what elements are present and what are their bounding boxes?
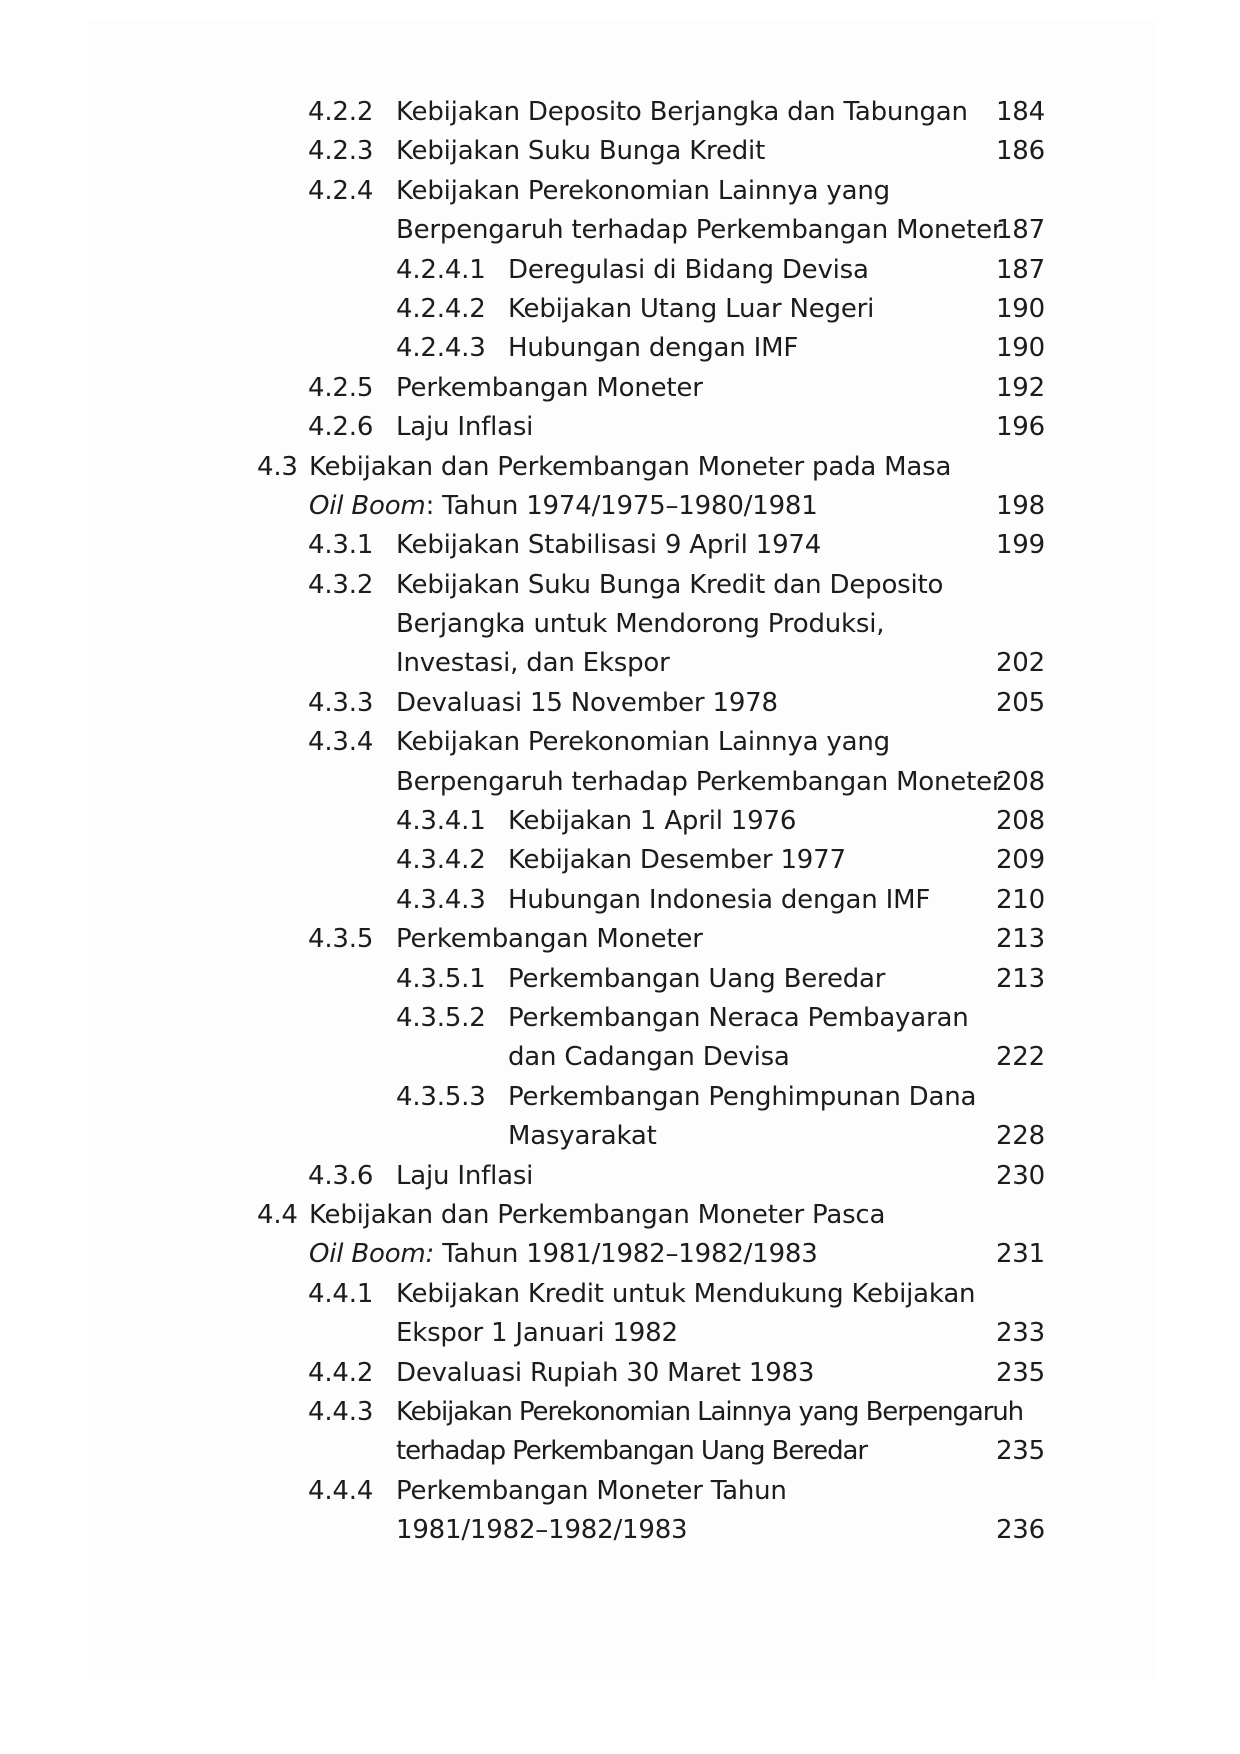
- toc-number: 4.3.5: [308, 924, 374, 955]
- toc-title-line: Perkembangan Neraca Pembayaran: [508, 1002, 969, 1033]
- toc-entry-4-3-2-cont[interactable]: [0, 605, 1240, 644]
- toc-title-line: Kebijakan Perekonomian Lainnya yang: [396, 727, 890, 758]
- toc-page-number: 213: [995, 924, 1045, 955]
- toc-page-number: 210: [995, 884, 1045, 915]
- toc-page-number: 187: [995, 254, 1045, 285]
- toc-title: Kebijakan Desember 1977: [508, 845, 846, 876]
- toc-number: 4.4: [257, 1199, 298, 1230]
- toc-number: 4.3.3: [308, 687, 374, 718]
- toc-page-number: 236: [995, 1515, 1045, 1546]
- toc-title: Laju Inflasi: [396, 1160, 534, 1191]
- toc-title-line: Masyarakat: [508, 1121, 657, 1152]
- toc-page-number: 222: [995, 1042, 1045, 1073]
- toc-number: 4.2.5: [308, 372, 374, 403]
- toc-number: 4.2.3: [308, 136, 374, 167]
- toc-number: 4.3.4: [308, 727, 374, 758]
- toc-entry-4-2-4[interactable]: [0, 172, 1240, 211]
- toc-page-number: 235: [995, 1436, 1045, 1467]
- toc-entry-4-3-5-1[interactable]: [0, 960, 1240, 999]
- toc-title: Kebijakan 1 April 1976: [508, 806, 797, 837]
- toc-title: Laju Inflasi: [396, 412, 534, 443]
- toc-entry-4-2-4-3[interactable]: [0, 329, 1240, 368]
- toc-number: 4.2.4: [308, 175, 374, 206]
- toc-number: 4.2.2: [308, 97, 374, 127]
- toc-entry-4-3-5-2-cont[interactable]: [0, 1038, 1240, 1077]
- toc-title: Deregulasi di Bidang Devisa: [508, 254, 869, 285]
- toc-title-rest: Tahun 1981/1982–1982/1983: [434, 1239, 818, 1270]
- toc-entry-4-2-3[interactable]: [0, 132, 1240, 171]
- toc-entry-4-4-3-cont[interactable]: [0, 1432, 1240, 1471]
- toc-title-line: Berpengaruh terhadap Perkembangan Moneter: [396, 215, 1003, 246]
- toc-entry-4-3-4-cont[interactable]: [0, 763, 1240, 802]
- toc-title: Kebijakan Utang Luar Negeri: [508, 293, 875, 324]
- toc-entry-4-3-5[interactable]: [0, 920, 1240, 959]
- toc-page-number: 190: [995, 333, 1045, 364]
- toc-entry-4-3-5-3[interactable]: [0, 1078, 1240, 1117]
- toc-entry-4-2-6[interactable]: [0, 408, 1240, 447]
- toc-title: Devaluasi 15 November 1978: [396, 687, 778, 718]
- toc-page-number: 233: [995, 1318, 1045, 1349]
- toc-number: 4.2.4.1: [396, 254, 486, 285]
- toc-page-number: 205: [995, 687, 1045, 718]
- toc-number: 4.2.4.2: [396, 293, 486, 324]
- toc-entry-4-3-4-1[interactable]: [0, 802, 1240, 841]
- table-of-contents: [0, 93, 1240, 1550]
- toc-title-line: Kebijakan dan Perkembangan Moneter Pasca: [309, 1199, 886, 1230]
- toc-entry-4-3-2[interactable]: [0, 566, 1240, 605]
- toc-page-number: 192: [995, 372, 1045, 403]
- toc-title: Devaluasi Rupiah 30 Maret 1983: [396, 1357, 815, 1388]
- toc-page-number: 228: [995, 1121, 1045, 1152]
- toc-entry-4-3-5-2[interactable]: [0, 999, 1240, 1038]
- toc-number: 4.3.2: [308, 569, 374, 600]
- toc-number: 4.4.4: [308, 1475, 374, 1506]
- toc-page-number: 235: [995, 1357, 1045, 1388]
- toc-number: 4.3.5.1: [396, 963, 486, 994]
- toc-title-line: Kebijakan Perekonomian Lainnya yang Berpengaruh: [396, 1396, 1024, 1427]
- toc-entry-4-4-4-cont[interactable]: [0, 1511, 1240, 1550]
- toc-entry-4-4-3[interactable]: [0, 1393, 1240, 1432]
- toc-entry-4-2-2[interactable]: [0, 93, 1240, 132]
- toc-entry-4-2-5[interactable]: [0, 369, 1240, 408]
- toc-entry-4-3-4-2[interactable]: [0, 841, 1240, 880]
- toc-entry-4-4-4[interactable]: [0, 1472, 1240, 1511]
- toc-title-line: Ekspor 1 Januari 1982: [396, 1318, 678, 1349]
- toc-entry-4-2-4-cont[interactable]: [0, 211, 1240, 250]
- toc-title: Perkembangan Uang Beredar: [508, 963, 886, 994]
- toc-page-number: 208: [995, 766, 1045, 797]
- toc-section-4-4-cont[interactable]: [0, 1235, 1240, 1274]
- toc-entry-4-3-2-cont[interactable]: [0, 644, 1240, 683]
- toc-number: 4.3.6: [308, 1160, 374, 1191]
- toc-entry-4-4-1-cont[interactable]: [0, 1314, 1240, 1353]
- toc-title: Perkembangan Moneter: [396, 372, 703, 403]
- toc-title-line: Berjangka untuk Mendorong Produksi,: [396, 609, 885, 640]
- toc-title-line: Kebijakan Suku Bunga Kredit dan Deposito: [396, 569, 944, 600]
- toc-entry-4-3-6[interactable]: [0, 1157, 1240, 1196]
- toc-page-number: 208: [995, 806, 1045, 837]
- toc-entry-4-2-4-2[interactable]: [0, 290, 1240, 329]
- toc-page-number: 196: [995, 412, 1045, 443]
- toc-number: 4.3.4.2: [396, 845, 486, 876]
- toc-page-number: 190: [995, 293, 1045, 324]
- toc-entry-4-3-4-3[interactable]: [0, 881, 1240, 920]
- toc-page-number: 231: [995, 1239, 1045, 1270]
- toc-title-line: dan Cadangan Devisa: [508, 1042, 790, 1073]
- toc-number: 4.3.4.1: [396, 806, 486, 837]
- toc-number: 4.4.1: [308, 1278, 374, 1309]
- toc-page-number: 184: [995, 97, 1045, 127]
- toc-number: 4.3.5.2: [396, 1002, 486, 1033]
- toc-section-4-3[interactable]: [0, 448, 1240, 487]
- toc-number: 4.3.4.3: [396, 884, 486, 915]
- toc-number: 4.4.3: [308, 1396, 374, 1427]
- toc-title-line: Kebijakan Perekonomian Lainnya yang: [396, 175, 890, 206]
- toc-page-number: 209: [995, 845, 1045, 876]
- toc-title-line: Perkembangan Penghimpunan Dana: [508, 1081, 977, 1112]
- toc-number: 4.3: [257, 451, 298, 482]
- toc-page-number: 199: [995, 530, 1045, 561]
- toc-entry-4-3-3[interactable]: [0, 684, 1240, 723]
- toc-title-italic: Oil Boom:: [309, 1239, 435, 1270]
- toc-title: Kebijakan Stabilisasi 9 April 1974: [396, 530, 822, 561]
- toc-entry-4-3-5-3-cont[interactable]: [0, 1117, 1240, 1156]
- toc-page-number: 230: [995, 1160, 1045, 1191]
- toc-entry-4-2-4-1[interactable]: [0, 251, 1240, 290]
- toc-section-4-3-cont[interactable]: [0, 487, 1240, 526]
- toc-title-line: Kebijakan dan Perkembangan Moneter pada Masa: [309, 451, 952, 482]
- toc-page-number: 198: [995, 490, 1045, 521]
- toc-title-line: [309, 487, 818, 526]
- toc-title-line: [309, 1235, 818, 1274]
- toc-title-line: Perkembangan Moneter Tahun: [396, 1475, 787, 1506]
- toc-title: Hubungan dengan IMF: [508, 333, 799, 364]
- toc-title-line: Investasi, dan Ekspor: [396, 648, 670, 679]
- toc-section-4-4[interactable]: [0, 1196, 1240, 1235]
- toc-number: 4.2.4.3: [396, 333, 486, 364]
- toc-entry-4-4-2[interactable]: [0, 1354, 1240, 1393]
- toc-title: Kebijakan Suku Bunga Kredit: [396, 136, 766, 167]
- toc-title-line: Berpengaruh terhadap Perkembangan Moneter: [396, 766, 1003, 797]
- toc-number: 4.4.2: [308, 1357, 374, 1388]
- toc-entry-4-3-4[interactable]: [0, 723, 1240, 762]
- toc-title-rest: : Tahun 1974/1975–1980/1981: [425, 490, 818, 521]
- toc-number: 4.3.1: [308, 530, 374, 561]
- toc-number: 4.3.5.3: [396, 1081, 486, 1112]
- toc-entry-4-4-1[interactable]: [0, 1275, 1240, 1314]
- toc-entry-4-3-1[interactable]: [0, 526, 1240, 565]
- toc-title-line: 1981/1982–1982/1983: [396, 1515, 688, 1546]
- toc-page-number: 186: [995, 136, 1045, 167]
- toc-title-line: terhadap Perkembangan Uang Beredar: [396, 1436, 867, 1467]
- toc-title: Kebijakan Deposito Berjangka dan Tabungan: [396, 97, 968, 127]
- toc-title: Perkembangan Moneter: [396, 924, 703, 955]
- toc-page-number: 187: [995, 215, 1045, 246]
- toc-page-number: 213: [995, 963, 1045, 994]
- toc-title-italic: Oil Boom: [309, 490, 426, 521]
- toc-title: Hubungan Indonesia dengan IMF: [508, 884, 931, 915]
- toc-page-number: 202: [995, 648, 1045, 679]
- toc-title-line: Kebijakan Kredit untuk Mendukung Kebijakan: [396, 1278, 976, 1309]
- toc-number: 4.2.6: [308, 412, 374, 443]
